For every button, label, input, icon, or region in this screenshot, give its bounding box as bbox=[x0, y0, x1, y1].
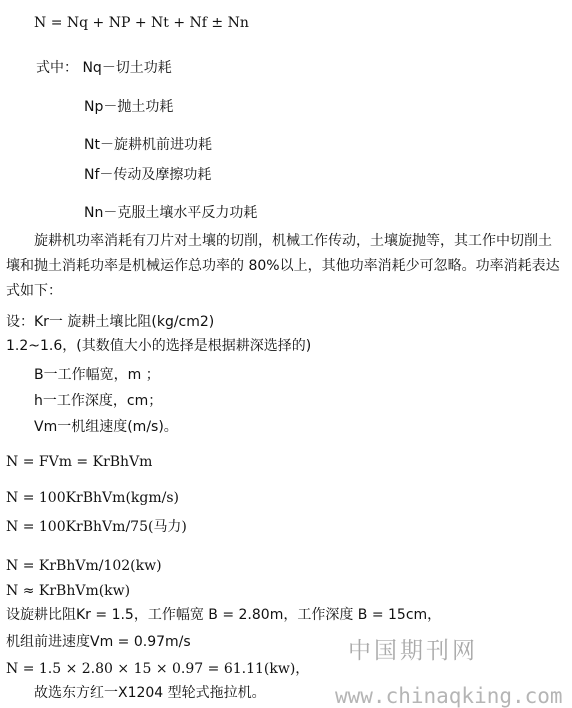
main-formula bbox=[34, 14, 249, 32]
term-cut-soil: Nq－切土功耗 bbox=[82, 60, 172, 76]
main-formula-text: N = Nq + NP + Nt + Nf ± Nn bbox=[34, 15, 249, 31]
watermark-url: www.chinaqking.com bbox=[335, 684, 563, 708]
conclusion: 故选东方红一X1204 型轮式拖拉机。 bbox=[34, 685, 266, 701]
param-range: 1.2~1.6，(其数值大小的选择是根据耕深选择的) bbox=[6, 338, 312, 354]
term-forward-motion: Nt－旋耕机前进功耗 bbox=[84, 137, 212, 153]
term-transmission-friction: Nf－传动及摩擦功耗 bbox=[84, 167, 212, 183]
equation-3: N = 100KrBhVm/75(马力) bbox=[6, 519, 187, 535]
equation-2: N = 100KrBhVm(kgm/s) bbox=[6, 490, 179, 506]
param-width: B一工作幅宽，m ； bbox=[34, 367, 160, 383]
term-horizontal-reaction: Nn－克服土壤水平反力功耗 bbox=[84, 205, 258, 221]
param-depth: h一工作深度，cm； bbox=[34, 393, 163, 409]
watermark-cn: 中国期刊网 bbox=[348, 638, 478, 664]
equation-1: N = FVm = KrBhVm bbox=[6, 454, 153, 470]
where-label-text: 式中： bbox=[36, 60, 78, 76]
param-speed: Vm一机组速度(m/s)。 bbox=[34, 419, 178, 435]
term-throw-soil: Np－抛土功耗 bbox=[84, 99, 174, 115]
where-label bbox=[36, 59, 172, 77]
intro-paragraph: 旋耕机功率消耗有刀片对土壤的切削，机械工作传动，土壤旋抛等，其工作中切削土壤和抛土消耗功率是机械运作总功率的 80%以上，其他功率消耗少可忽略。功率消耗表达式如下： bbox=[6, 233, 560, 299]
param-kr: 设：Kr一 旋耕土壤比阻(kg/cm2) bbox=[6, 314, 215, 330]
equation-5: N ≈ KrBhVm(kw) bbox=[6, 583, 131, 599]
calc-line-2: 机组前进速度Vm = 0.97m/s bbox=[6, 634, 191, 650]
equation-4: N = KrBhVm/102(kw) bbox=[6, 558, 162, 574]
calc-line-1: 设旋耕比阻Kr = 1.5，工作幅宽 B = 2.80m，工作深度 B = 15cm， bbox=[6, 607, 442, 623]
calc-line-3: N = 1.5 × 2.80 × 15 × 0.97 = 61.11(kw)， bbox=[6, 661, 310, 677]
